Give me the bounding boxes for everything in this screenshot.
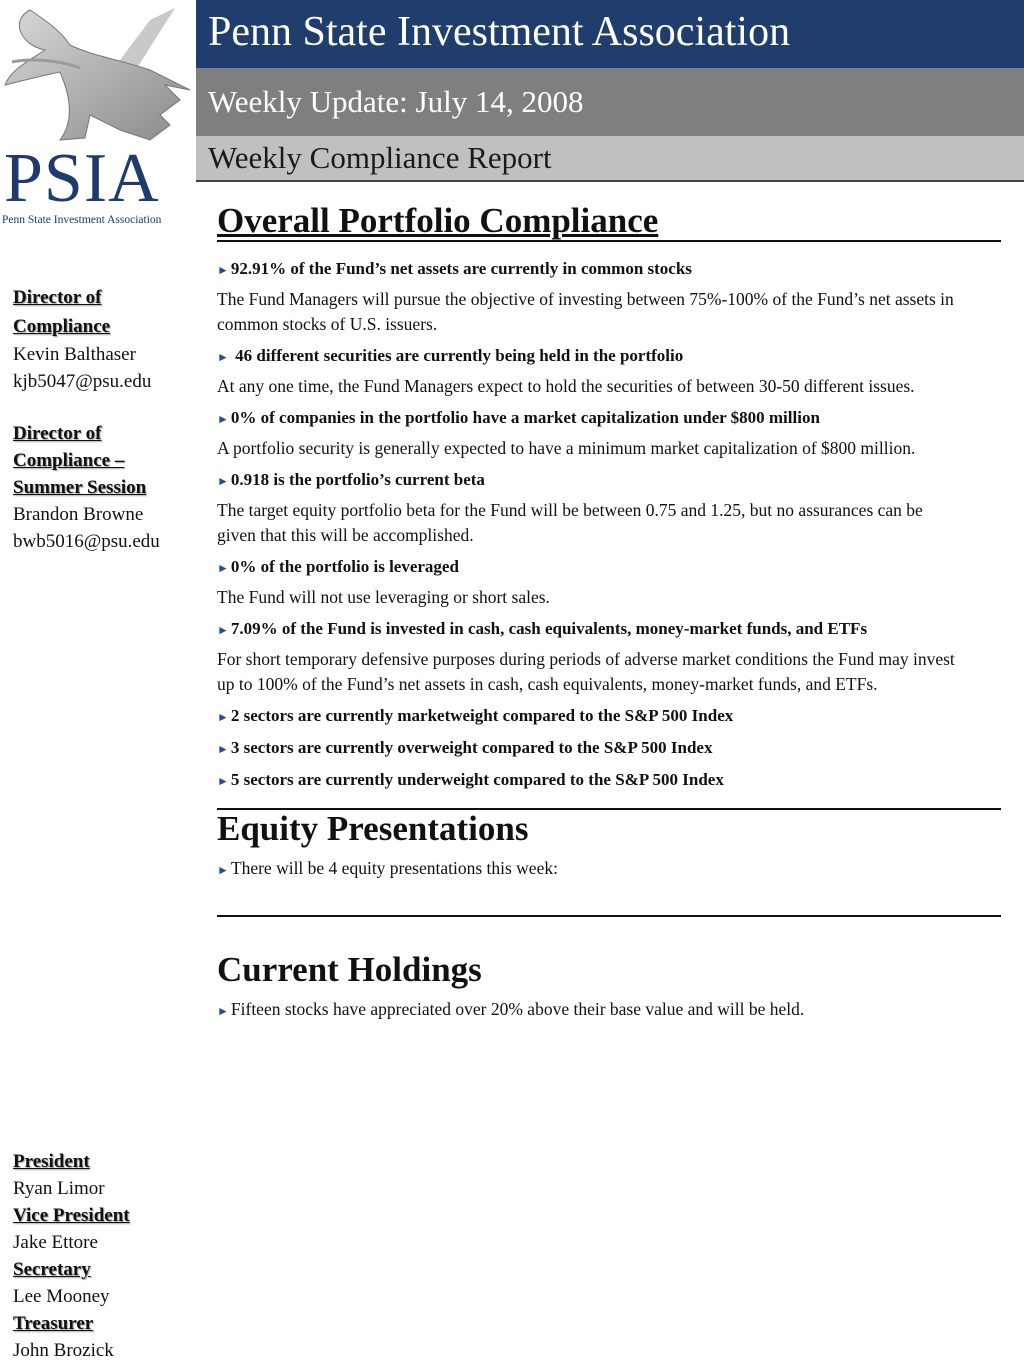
compliance-bullet [217,616,1001,643]
bullet-text: 2 sectors are currently marketweight compared to the S&P 500 Index [230,706,734,725]
bullet-text: 0% of companies in the portfolio have a market capitalization under $800 million [230,408,820,427]
sector-bullet [217,767,1001,794]
section-divider [217,915,1001,917]
arrow-right-icon: ► [217,742,229,756]
compliance-bullet [217,343,1001,370]
officer-title: Treasurer [13,1313,94,1334]
bullet-text: There will be 4 equity presentations this week: [230,858,558,878]
officer-title: Vice President [13,1205,130,1226]
bullet-text: 5 sectors are currently underweight compared to the S&P 500 Index [230,770,724,789]
bullet-text: 7.09% of the Fund is invested in cash, cash equivalents, money-market funds, and ETFs [230,619,868,638]
officer-title: Secretary [13,1259,91,1280]
header-update: Weekly Update: July 14, 2008 [196,68,1024,136]
arrow-right-icon: ► [217,623,229,637]
arrow-right-icon: ► [217,350,229,364]
overall-compliance-heading: Overall Portfolio Compliance [217,200,1001,242]
compliance-director-contact [13,283,193,395]
logo-subtitle: Penn State Investment Association [2,214,162,226]
arrow-right-icon: ► [217,774,229,788]
sector-bullet [217,735,1001,762]
main-content [217,200,1001,1024]
equity-bullet [217,856,1001,883]
summer-compliance-director-contact [13,420,193,555]
officers-list [13,1148,193,1364]
contact-email: bwb5016@psu.edu [13,531,160,552]
arrow-right-icon: ► [217,561,229,575]
header-title: Penn State Investment Association [196,0,1024,68]
bullet-text: 3 sectors are currently overweight compared to the S&P 500 Index [230,738,713,757]
bullet-text: 46 different securities are currently being held in the portfolio [230,346,684,365]
arrow-right-icon: ► [217,263,229,277]
contact-name: Brandon Browne [13,504,144,525]
header-report: Weekly Compliance Report [196,136,1024,182]
psia-logo [0,0,196,236]
compliance-bullet [217,554,1001,581]
contact-title: Director of Compliance [13,287,111,337]
compliance-bullet [217,467,1001,494]
equity-presentations-heading: Equity Presentations [217,809,529,848]
bullet-text: 92.91% of the Fund’s net assets are currently in common stocks [230,259,692,278]
bull-bear-icon [0,0,196,150]
officer-name: John Brozick [13,1340,114,1361]
compliance-paragraph: The Fund will not use leveraging or short sales. [217,587,550,607]
current-holdings-heading: Current Holdings [217,950,482,989]
logo-letters: PSIA [4,140,160,217]
compliance-paragraph: For short temporary defensive purposes during periods of adverse market conditions the Fund may invest up to 100% of the Fund’s net assets in cash, cash equivalents, money-market funds, and ETFs. [217,649,955,694]
officer-title: President [13,1151,90,1172]
compliance-paragraph: The target equity portfolio beta for the Fund will be between 0.75 and 1.25, but no assurances can be given that this will be accomplished. [217,500,923,545]
sector-bullet [217,703,1001,730]
arrow-right-icon: ► [217,710,229,724]
officer-name: Lee Mooney [13,1286,110,1307]
officer-name: Ryan Limor [13,1178,105,1199]
contact-email: kjb5047@psu.edu [13,371,152,392]
officer-name: Jake Ettore [13,1232,98,1253]
compliance-bullet [217,405,1001,432]
compliance-bullet [217,256,1001,283]
compliance-paragraph: The Fund Managers will pursue the objective of investing between 75%-100% of the Fund’s net assets in common stocks of U.S. issuers. [217,289,954,334]
arrow-right-icon: ► [217,1004,229,1018]
bullet-text: Fifteen stocks have appreciated over 20% above their base value and will be held. [230,999,805,1019]
contact-title: Director of Compliance – Summer Session [13,423,147,498]
compliance-paragraph: At any one time, the Fund Managers expect to hold the securities of between 30-50 different issues. [217,376,915,396]
contact-name: Kevin Balthaser [13,344,136,365]
bullet-text: 0% of the portfolio is leveraged [230,557,459,576]
arrow-right-icon: ► [217,474,229,488]
compliance-paragraph: A portfolio security is generally expected to have a minimum market capitalization of $800 million. [217,438,916,458]
bullet-text: 0.918 is the portfolio’s current beta [230,470,485,489]
holdings-bullet [217,997,1001,1024]
arrow-right-icon: ► [217,412,229,426]
arrow-right-icon: ► [217,863,229,877]
